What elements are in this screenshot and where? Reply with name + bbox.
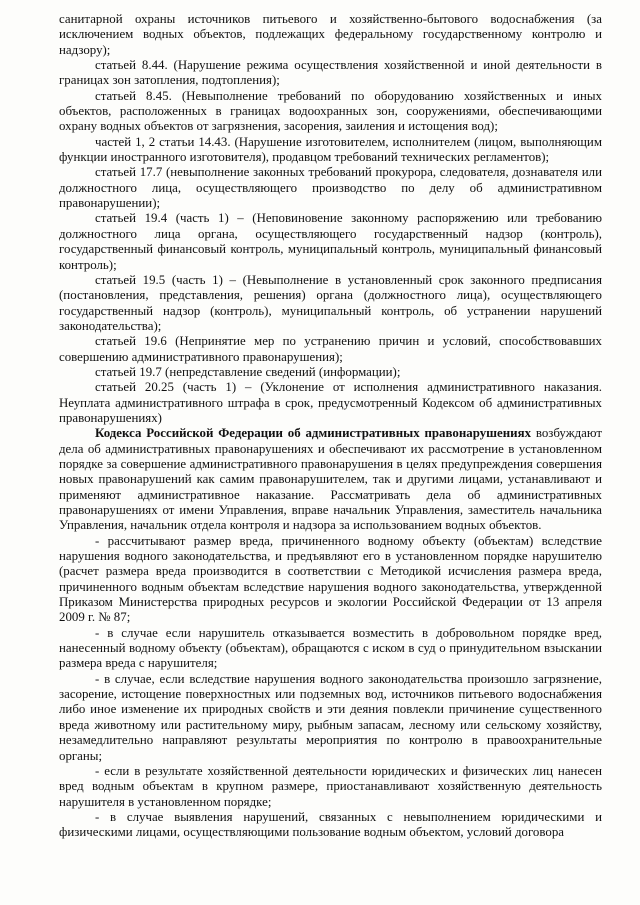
paragraph: санитарной охраны источников питьевого и хозяйственно-бытового водоснабжения (за исключением водных объектов, подлежащих федеральному государственному контролю и надзору); xyxy=(59,12,602,57)
paragraph: статьей 17.7 (невыполнение законных требований прокурора, следователя, дознавателя или должностного лица, осуществляющего производство по делу об административном правонарушении); xyxy=(59,165,602,211)
paragraph: частей 1, 2 статьи 14.43. (Нарушение изготовителем, исполнителем (лицом, выполняющим функции иностранного изготовителя), продавцом требований технических регламентов); xyxy=(59,134,602,165)
paragraph: - если в результате хозяйственной деятельности юридических и физических лиц нанесен вред водным объектам в крупном размере, приостанавливают хозяйственную деятельность нарушителя в установленном порядке; xyxy=(59,763,602,809)
paragraph: - в случае, если вследствие нарушения водного законодательства произошло загрязнение, засорение, истощение поверхностных или подземных вод, источников питьевого водоснабжения либо иное изменение их природных свойств и эти деяния повлекли причинение существенного вреда животному или растительному миру, рыбным запасам, лесному или сельскому хозяйству, незамедлительно направляют результаты мероприятия по контролю в правоохранительные органы; xyxy=(59,671,602,763)
paragraph-code-reference xyxy=(59,426,602,533)
paragraph: статьей 19.7 (непредставление сведений (информации); xyxy=(95,364,401,379)
paragraph: статьей 19.4 (часть 1) – (Неповиновение законному распоряжению или требованию должностного лица органа, осуществляющего государственный надзор (контроль), государственный финансовый контроль, муниципальный контроль, муниципальный финансовый контроль); xyxy=(59,211,602,272)
paragraph: - рассчитывают размер вреда, причиненного водному объекту (объектам) вследствие нарушения водного законодательства, и предъявляют его в установленном порядке нарушителю (расчет размера вреда производится в соответствии с Методикой исчисления размера вреда, причиненного водным объектам вследствие нарушения водного законодательства, утвержденной Приказом Министерства природных ресурсов и экологии Российской Федерации от 13 апреля 2009 г. № 87; xyxy=(59,533,602,625)
paragraph: статьей 19.5 (часть 1) – (Невыполнение в установленный срок законного предписания (постановления, представления, решения) органа (должностного лица), осуществляющего государственный надзор (контроль), муниципальный контроль, об устранении нарушений законодательства); xyxy=(59,272,602,333)
paragraph: статьей 8.44. (Нарушение режима осуществления хозяйственной и иной деятельности в границах зон затопления, подтопления); xyxy=(59,58,602,88)
paragraph: - в случае выявления нарушений, связанных с невыполнением юридическими и физическими лицами, осуществляющими пользование водным объектом, условий договора xyxy=(59,809,602,840)
paragraph: статьей 20.25 (часть 1) – (Уклонение от исполнения административного наказания. Неуплата административного штрафа в срок, предусмотренный Кодексом об административных правонарушениях) xyxy=(59,380,602,425)
code-reference-rest: возбуждают дела об административных правонарушениях и обеспечивают их рассмотрение в установленном порядке за совершение административного правонарушения в целях предупреждения совершения новых правонарушений как самим правонарушителем, так и другими лицами, устанавливают и применяют административное наказание. Рассматривать дела об административных правонарушениях от имени Управления, вправе начальник Управления, заместитель начальника Управления, начальник отдела контроля и надзора за использованием водных объектов. xyxy=(59,426,602,533)
document-body xyxy=(59,12,602,841)
code-name-bold: Кодекса Российской Федерации об административных правонарушениях xyxy=(95,426,532,441)
paragraph: - в случае если нарушитель отказывается возместить в добровольном порядке вред, нанесенный водному объекту (объектам), обращаются с иском в суд о принудительном взыскании размера вреда с нарушителя; xyxy=(59,625,602,671)
paragraph: статьей 8.45. (Невыполнение требований по оборудованию хозяйственных и иных объектов, расположенных в границах водоохранных зон, сооружениями, обеспечивающими охрану водных объектов от загрязнения, засорения, заиления и истощения вод); xyxy=(59,88,602,134)
paragraph: статьей 19.6 (Непринятие мер по устранению причин и условий, способствовавших совершению административного правонарушения); xyxy=(59,334,602,364)
